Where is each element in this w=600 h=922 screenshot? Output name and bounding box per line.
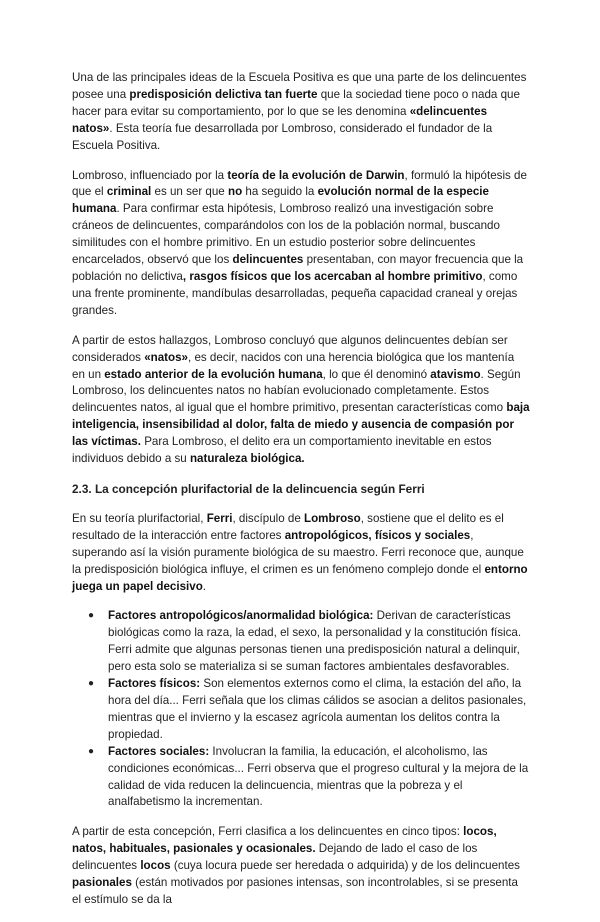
bold-text: , rasgos físicos que los acercaban al hombre primitivo bbox=[182, 269, 483, 283]
text-run: , formuló la hipótesis de que el bbox=[72, 168, 527, 199]
section-heading: 2.3. La concepción plurifactorial de la delincuencia según Ferri bbox=[72, 481, 425, 496]
bold-text: predisposición delictiva tan fuerte bbox=[129, 87, 318, 101]
bold-text: locos, natos, habituales, pasionales y ocasionales. bbox=[72, 825, 497, 856]
text-run: , sostiene que el delito es el resultado de la interacción entre factores bbox=[72, 511, 504, 542]
text-run: . Esta teoría fue desarrollada por Lombroso, considerado el fundador de la Escuela Positiva. bbox=[72, 121, 493, 152]
list-item-physical bbox=[88, 676, 530, 744]
bold-text: baja inteligencia, insensibilidad al dolor, falta de miedo y ausencia de compasión por las víctimas. bbox=[72, 401, 530, 449]
text-run: presentaban, con mayor frecuencia que la población no delictiva bbox=[72, 253, 524, 283]
bold-text: teoría de la evolución de Darwin bbox=[227, 168, 405, 182]
bold-text: atavismo bbox=[430, 367, 481, 381]
bold-text: naturaleza biológica. bbox=[189, 452, 305, 466]
bold-text: criminal bbox=[106, 185, 152, 199]
text-run: ha seguido la bbox=[242, 185, 318, 199]
bold-text: antropológicos, físicos y sociales bbox=[284, 528, 471, 542]
bold-text: Factores sociales: bbox=[108, 744, 210, 758]
bold-text: Factores antropológicos/anormalidad biológica: bbox=[108, 609, 374, 623]
bold-text: pasionales bbox=[72, 876, 132, 890]
text-run: , lo que él denominó bbox=[322, 367, 431, 381]
text-run: es un ser que bbox=[151, 185, 228, 199]
bold-text: evolución normal de la especie humana bbox=[72, 185, 489, 216]
text-run: . bbox=[202, 579, 207, 593]
paragraph-4 bbox=[72, 511, 530, 596]
text-run: Para Lombroso, el delito era un comportamiento inevitable en estos individuos debido a su bbox=[72, 435, 492, 466]
bold-text: estado anterior de la evolución humana bbox=[104, 367, 323, 381]
text-run: . Según Lombroso, los delincuentes natos no habían evolucionado completamente. Estos delincuentes natos, al igual que el hombre primitivo, presentan características como bbox=[72, 367, 521, 415]
text-run: Son elementos externos como el clima, la estación del año, la hora del día... Ferri señala que los climas cálidos se asocian a delitos pasionales, mientras que el invierno y la escasez agrícola aumentan los delitos contra la propiedad. bbox=[108, 677, 527, 741]
text-run: que la sociedad tiene poco o nada que hacer para evitar su comportamiento, por lo que se les denomina bbox=[72, 87, 520, 118]
text-run: Lombroso, influenciado por la bbox=[72, 168, 228, 182]
text-run: Derivan de características biológicas como la raza, la edad, el sexo, la personalidad y la constitución física. Ferri admite que algunas personas tienen una predisposición natural a delinquir, pero esta solo se materializa si se suman factores ambientales desfavorables. bbox=[108, 609, 522, 674]
text-run: Dejando de lado el caso de los delincuentes bbox=[72, 842, 478, 873]
list-item-social bbox=[88, 744, 530, 812]
text-run: Una de las principales ideas de la Escuela Positiva es que una parte de los delincuentes posee una bbox=[72, 71, 527, 101]
bold-text: delincuentes bbox=[232, 253, 304, 267]
text-run: A partir de estos hallazgos, Lombroso concluyó que algunos delincuentes debían ser considerados bbox=[72, 333, 508, 364]
bullet-icon: ● bbox=[88, 678, 95, 690]
bold-text: no bbox=[227, 185, 243, 199]
bullet-icon: ● bbox=[88, 610, 95, 622]
text-run: (están motivados por pasiones intensas, son incontrolables, si se presenta el estímulo se da la bbox=[72, 876, 518, 906]
bold-text: «natos» bbox=[144, 350, 189, 364]
text-run: (cuya locura puede ser heredada o adquirida) y de los delincuentes bbox=[170, 859, 520, 873]
text-run: , superando así la visión puramente biológica de su maestro. Ferri reconoce que, aunque la predisposición biológica influye, el crimen es un fenómeno complejo donde el bbox=[72, 528, 524, 576]
text-run: En su teoría plurifactorial, bbox=[72, 511, 207, 525]
paragraph-5 bbox=[72, 824, 530, 909]
document-page bbox=[72, 70, 530, 922]
paragraph-1 bbox=[72, 70, 530, 155]
bold-text: entorno juega un papel decisivo bbox=[72, 562, 528, 593]
text-run: , discípulo de bbox=[232, 511, 305, 525]
factors-list bbox=[72, 608, 530, 811]
text-run: A partir de esta concepción, Ferri clasifica a los delincuentes en cinco tipos: bbox=[72, 825, 464, 839]
text-run: . Para confirmar esta hipótesis, Lombroso realizó una investigación sobre cráneos de delincuentes, comparándolos con los de la población normal, buscando similitudes con el hombre primitivo. En un estudio posterior sobre delincuentes encarcelados, observó que los bbox=[72, 202, 500, 267]
paragraph-3 bbox=[72, 333, 530, 468]
paragraph-2 bbox=[72, 168, 530, 320]
text-run: , como una frente prominente, mandíbulas desarrolladas, pequeña capacidad craneal y orejas grandes. bbox=[72, 269, 518, 317]
list-item-anthropological bbox=[88, 608, 530, 676]
bold-text: Factores físicos: bbox=[108, 677, 201, 691]
text-run: Involucran la familia, la educación, el alcoholismo, las condiciones económicas... Ferri observa que el progreso cultural y la mejora de la calidad de vida reducen la delincuencia, mientras que la pobreza y el analfabetismo la incrementan. bbox=[108, 744, 529, 809]
bold-text: locos bbox=[140, 859, 171, 873]
bold-text: «delincuentes natos» bbox=[72, 104, 488, 135]
text-run: , es decir, nacidos con una herencia biológica que los mantenía en un bbox=[72, 350, 515, 381]
bold-text: Ferri bbox=[206, 511, 233, 525]
bold-text: Lombroso bbox=[304, 511, 361, 525]
bullet-icon: ● bbox=[88, 745, 95, 757]
